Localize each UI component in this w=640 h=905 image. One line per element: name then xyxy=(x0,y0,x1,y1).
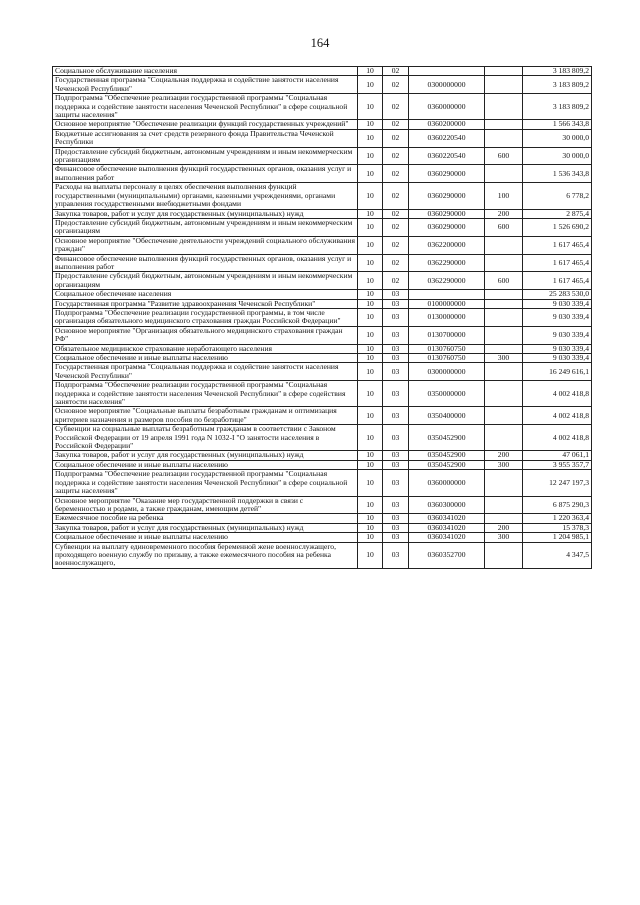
row-sum-cell: 16 249 616,1 xyxy=(523,363,592,381)
row-section-cell: 10 xyxy=(358,236,383,254)
table-row xyxy=(53,363,592,381)
row-name-cell: Расходы на выплаты персоналу в целях обеспечения выполнения функций государственными (муниципальными) органами, казенными учреждениями, органами управления государственными внебюджетными фондами xyxy=(53,183,358,209)
row-section-cell: 10 xyxy=(358,533,383,542)
row-subsection-cell: 03 xyxy=(383,308,409,326)
row-sum-cell: 4 002 418,8 xyxy=(523,425,592,451)
table-row xyxy=(53,381,592,407)
row-target-article-cell: 0360200000 xyxy=(409,120,485,129)
row-sum-cell: 1 617 465,4 xyxy=(523,272,592,290)
row-target-article-cell: 0350400000 xyxy=(409,407,485,425)
row-expense-type-cell xyxy=(485,94,523,120)
row-name-cell: Предоставление субсидий бюджетным, автономным учреждениям и иным некоммерческим организациям xyxy=(53,272,358,290)
row-target-article-cell: 0360290000 xyxy=(409,165,485,183)
row-sum-cell: 30 000,0 xyxy=(523,147,592,165)
row-sum-cell: 1 204 985,1 xyxy=(523,533,592,542)
row-name-cell: Социальное обслуживание населения xyxy=(53,67,358,76)
row-target-article-cell: 0130700000 xyxy=(409,326,485,344)
row-expense-type-cell xyxy=(485,76,523,94)
row-section-cell: 10 xyxy=(358,514,383,523)
row-expense-type-cell xyxy=(485,407,523,425)
table-row xyxy=(53,76,592,94)
table-row xyxy=(53,451,592,460)
row-name-cell: Основное мероприятие "Оказание мер государственной поддержки в связи с беременностью и родами, а также гражданам, имеющим детей" xyxy=(53,496,358,514)
row-section-cell: 10 xyxy=(358,451,383,460)
row-target-article-cell: 0360220540 xyxy=(409,129,485,147)
row-section-cell: 10 xyxy=(358,67,383,76)
table-row xyxy=(53,165,592,183)
row-target-article-cell: 0360000000 xyxy=(409,470,485,496)
row-sum-cell: 4 002 418,8 xyxy=(523,407,592,425)
row-subsection-cell: 02 xyxy=(383,67,409,76)
row-sum-cell: 6 778,2 xyxy=(523,183,592,209)
row-section-cell: 10 xyxy=(358,147,383,165)
row-section-cell: 10 xyxy=(358,272,383,290)
table-row xyxy=(53,523,592,532)
row-subsection-cell: 02 xyxy=(383,272,409,290)
row-target-article-cell: 0360290000 xyxy=(409,209,485,218)
row-name-cell: Финансовое обеспечение выполнения функций государственных органов, оказания услуг и выполнения работ xyxy=(53,165,358,183)
row-sum-cell: 9 030 339,4 xyxy=(523,354,592,363)
row-section-cell: 10 xyxy=(358,209,383,218)
row-sum-cell: 2 875,4 xyxy=(523,209,592,218)
row-expense-type-cell: 200 xyxy=(485,209,523,218)
row-expense-type-cell xyxy=(485,363,523,381)
row-sum-cell: 4 002 418,8 xyxy=(523,381,592,407)
row-expense-type-cell xyxy=(485,254,523,272)
row-section-cell: 10 xyxy=(358,363,383,381)
row-expense-type-cell xyxy=(485,299,523,308)
row-target-article-cell: 0360341020 xyxy=(409,533,485,542)
row-expense-type-cell xyxy=(485,165,523,183)
row-name-cell: Обязательное медицинское страхование неработающего населения xyxy=(53,344,358,353)
row-name-cell: Основное мероприятие "Организация обязательного медицинского страхования граждан РФ" xyxy=(53,326,358,344)
row-subsection-cell: 02 xyxy=(383,120,409,129)
row-section-cell: 10 xyxy=(358,354,383,363)
row-section-cell: 10 xyxy=(358,76,383,94)
row-target-article-cell: 0300000000 xyxy=(409,76,485,94)
row-target-article-cell: 0130760750 xyxy=(409,344,485,353)
row-target-article-cell: 0360290000 xyxy=(409,218,485,236)
row-expense-type-cell xyxy=(485,381,523,407)
table-row xyxy=(53,94,592,120)
row-section-cell: 10 xyxy=(358,94,383,120)
row-name-cell: Социальное обеспечение населения xyxy=(53,290,358,299)
row-subsection-cell: 03 xyxy=(383,451,409,460)
table-row xyxy=(53,496,592,514)
row-section-cell: 10 xyxy=(358,120,383,129)
row-target-article-cell: 0360352700 xyxy=(409,542,485,568)
row-section-cell: 10 xyxy=(358,496,383,514)
row-section-cell: 10 xyxy=(358,460,383,469)
row-subsection-cell: 02 xyxy=(383,129,409,147)
table-row xyxy=(53,326,592,344)
row-subsection-cell: 03 xyxy=(383,533,409,542)
row-target-article-cell: 0362290000 xyxy=(409,272,485,290)
row-section-cell: 10 xyxy=(358,129,383,147)
row-sum-cell: 1 526 690,2 xyxy=(523,218,592,236)
row-subsection-cell: 02 xyxy=(383,218,409,236)
row-expense-type-cell: 100 xyxy=(485,183,523,209)
table-row xyxy=(53,514,592,523)
row-expense-type-cell: 200 xyxy=(485,451,523,460)
row-expense-type-cell xyxy=(485,120,523,129)
row-name-cell: Основное мероприятие "Социальные выплаты безработным гражданам и оптимизация критериев назначения и размеров пособия по безработице" xyxy=(53,407,358,425)
row-sum-cell: 1 617 465,4 xyxy=(523,236,592,254)
table-row xyxy=(53,120,592,129)
row-sum-cell: 1 566 343,8 xyxy=(523,120,592,129)
row-subsection-cell: 03 xyxy=(383,542,409,568)
row-expense-type-cell: 300 xyxy=(485,533,523,542)
row-name-cell: Социальное обеспечение и иные выплаты населению xyxy=(53,533,358,542)
row-sum-cell: 1 220 363,4 xyxy=(523,514,592,523)
row-name-cell: Социальное обеспечение и иные выплаты населению xyxy=(53,460,358,469)
row-target-article-cell xyxy=(409,290,485,299)
budget-table-body xyxy=(53,67,592,569)
row-sum-cell: 12 247 197,3 xyxy=(523,470,592,496)
row-name-cell: Подпрограмма "Обеспечение реализации государственной программы "Социальная поддержка и содействие занятости населения Чеченской Республики" в сфере социальной защиты населения" xyxy=(53,94,358,120)
row-subsection-cell: 03 xyxy=(383,381,409,407)
row-subsection-cell: 02 xyxy=(383,94,409,120)
row-subsection-cell: 03 xyxy=(383,514,409,523)
row-subsection-cell: 02 xyxy=(383,76,409,94)
row-subsection-cell: 03 xyxy=(383,344,409,353)
row-sum-cell: 25 283 530,0 xyxy=(523,290,592,299)
table-row xyxy=(53,533,592,542)
row-target-article-cell: 0360000000 xyxy=(409,94,485,120)
row-section-cell: 10 xyxy=(358,381,383,407)
row-expense-type-cell xyxy=(485,542,523,568)
row-section-cell: 10 xyxy=(358,218,383,236)
row-sum-cell: 1 536 343,8 xyxy=(523,165,592,183)
row-subsection-cell: 03 xyxy=(383,425,409,451)
row-expense-type-cell xyxy=(485,308,523,326)
row-target-article-cell: 0360300000 xyxy=(409,496,485,514)
page-number: 164 xyxy=(310,36,330,50)
row-name-cell: Закупка товаров, работ и услуг для государственных (муниципальных) нужд xyxy=(53,209,358,218)
row-target-article-cell: 0360220540 xyxy=(409,147,485,165)
row-name-cell: Бюджетные ассигнования за счет средств резервного фонда Правительства Чеченской Республики xyxy=(53,129,358,147)
row-target-article-cell: 0350452900 xyxy=(409,425,485,451)
row-subsection-cell: 03 xyxy=(383,363,409,381)
row-section-cell: 10 xyxy=(358,183,383,209)
table-row xyxy=(53,460,592,469)
row-sum-cell: 9 030 339,4 xyxy=(523,344,592,353)
row-sum-cell: 1 617 465,4 xyxy=(523,254,592,272)
row-target-article-cell: 0360290000 xyxy=(409,183,485,209)
row-section-cell: 10 xyxy=(358,308,383,326)
row-name-cell: Основное мероприятие "Обеспечение реализации функций государственных учреждений" xyxy=(53,120,358,129)
budget-table xyxy=(52,66,592,569)
row-subsection-cell: 03 xyxy=(383,460,409,469)
row-name-cell: Подпрограмма "Обеспечение реализации государственной программы "Социальная поддержка и содействие занятости населения Чеченской Республики" в сфере содействия занятости населения" xyxy=(53,381,358,407)
row-subsection-cell: 02 xyxy=(383,254,409,272)
row-target-article-cell: 0362200000 xyxy=(409,236,485,254)
row-expense-type-cell: 200 xyxy=(485,523,523,532)
table-row xyxy=(53,183,592,209)
table-row xyxy=(53,299,592,308)
row-sum-cell: 30 000,0 xyxy=(523,129,592,147)
row-section-cell: 10 xyxy=(358,425,383,451)
row-target-article-cell: 0350452900 xyxy=(409,460,485,469)
row-target-article-cell: 0100000000 xyxy=(409,299,485,308)
table-row xyxy=(53,254,592,272)
row-name-cell: Закупка товаров, работ и услуг для государственных (муниципальных) нужд xyxy=(53,451,358,460)
row-name-cell: Основное мероприятие "Обеспечение деятельности учреждений социального обслуживания граждан" xyxy=(53,236,358,254)
table-row xyxy=(53,236,592,254)
table-row xyxy=(53,67,592,76)
row-subsection-cell: 03 xyxy=(383,496,409,514)
row-expense-type-cell xyxy=(485,344,523,353)
row-target-article-cell: 0350000000 xyxy=(409,381,485,407)
row-subsection-cell: 03 xyxy=(383,290,409,299)
row-subsection-cell: 03 xyxy=(383,523,409,532)
row-sum-cell: 9 030 339,4 xyxy=(523,326,592,344)
table-row xyxy=(53,308,592,326)
row-name-cell: Предоставление субсидий бюджетным, автономным учреждениям и иным некоммерческим организациям xyxy=(53,218,358,236)
row-expense-type-cell: 600 xyxy=(485,218,523,236)
row-name-cell: Финансовое обеспечение выполнения функций государственных органов, оказания услуг и выполнения работ xyxy=(53,254,358,272)
row-target-article-cell: 0360341020 xyxy=(409,514,485,523)
row-name-cell: Закупка товаров, работ и услуг для государственных (муниципальных) нужд xyxy=(53,523,358,532)
row-name-cell: Социальное обеспечение и иные выплаты населению xyxy=(53,354,358,363)
row-sum-cell: 3 183 809,2 xyxy=(523,76,592,94)
table-row xyxy=(53,272,592,290)
row-section-cell: 10 xyxy=(358,523,383,532)
row-sum-cell: 47 061,1 xyxy=(523,451,592,460)
row-target-article-cell: 0300000000 xyxy=(409,363,485,381)
row-expense-type-cell xyxy=(485,290,523,299)
row-subsection-cell: 03 xyxy=(383,407,409,425)
row-subsection-cell: 02 xyxy=(383,236,409,254)
row-section-cell: 10 xyxy=(358,542,383,568)
row-section-cell: 10 xyxy=(358,326,383,344)
row-sum-cell: 15 378,3 xyxy=(523,523,592,532)
row-target-article-cell: 0350452900 xyxy=(409,451,485,460)
row-subsection-cell: 03 xyxy=(383,470,409,496)
row-name-cell: Предоставление субсидий бюджетным, автономным учреждениям и иным некоммерческим организациям xyxy=(53,147,358,165)
row-expense-type-cell xyxy=(485,67,523,76)
row-expense-type-cell: 300 xyxy=(485,460,523,469)
row-section-cell: 10 xyxy=(358,344,383,353)
row-target-article-cell xyxy=(409,67,485,76)
row-name-cell: Субвенции на выплату единовременного пособия беременной жене военнослужащего, проходящего военную службу по призыву, а также ежемесячного пособия на ребенка военнослужащего, xyxy=(53,542,358,568)
row-sum-cell: 9 030 339,4 xyxy=(523,299,592,308)
row-section-cell: 10 xyxy=(358,470,383,496)
row-subsection-cell: 03 xyxy=(383,354,409,363)
table-row xyxy=(53,407,592,425)
row-target-article-cell: 0130000000 xyxy=(409,308,485,326)
row-name-cell: Ежемесячное пособие на ребенка xyxy=(53,514,358,523)
row-subsection-cell: 02 xyxy=(383,183,409,209)
row-section-cell: 10 xyxy=(358,290,383,299)
row-name-cell: Государственная программа "Социальная поддержка и содействие занятости населения Чеченской Республики" xyxy=(53,363,358,381)
row-name-cell: Субвенции на социальные выплаты безработным гражданам в соответствии с Законом Российской Федерации от 19 апреля 1991 года N 1032-I "О занятости населения в Российской Федерации" xyxy=(53,425,358,451)
row-expense-type-cell xyxy=(485,496,523,514)
table-row xyxy=(53,129,592,147)
row-target-article-cell: 0130760750 xyxy=(409,354,485,363)
row-section-cell: 10 xyxy=(358,165,383,183)
row-expense-type-cell xyxy=(485,425,523,451)
row-expense-type-cell xyxy=(485,236,523,254)
table-row xyxy=(53,425,592,451)
table-row xyxy=(53,290,592,299)
row-sum-cell: 3 183 809,2 xyxy=(523,94,592,120)
row-subsection-cell: 03 xyxy=(383,299,409,308)
row-sum-cell: 6 875 290,3 xyxy=(523,496,592,514)
row-sum-cell: 9 030 339,4 xyxy=(523,308,592,326)
row-target-article-cell: 0360341020 xyxy=(409,523,485,532)
row-expense-type-cell xyxy=(485,470,523,496)
row-name-cell: Подпрограмма "Обеспечение реализации государственной программы "Социальная поддержка и содействие занятости населения Чеченской Республики" в сфере социальной защиты населения" xyxy=(53,470,358,496)
row-expense-type-cell xyxy=(485,514,523,523)
row-sum-cell: 3 955 357,7 xyxy=(523,460,592,469)
table-row xyxy=(53,209,592,218)
row-subsection-cell: 03 xyxy=(383,326,409,344)
row-expense-type-cell xyxy=(485,129,523,147)
table-row xyxy=(53,218,592,236)
table-row xyxy=(53,470,592,496)
row-name-cell: Государственная программа "Развитие здравоохранения Чеченской Республики" xyxy=(53,299,358,308)
table-row xyxy=(53,542,592,568)
row-name-cell: Государственная программа "Социальная поддержка и содействие занятости населения Чеченской Республики" xyxy=(53,76,358,94)
row-subsection-cell: 02 xyxy=(383,209,409,218)
row-subsection-cell: 02 xyxy=(383,147,409,165)
table-row xyxy=(53,354,592,363)
table-row xyxy=(53,147,592,165)
row-section-cell: 10 xyxy=(358,407,383,425)
row-name-cell: Подпрограмма "Обеспечение реализации государственной программы, в том числе организация обязательного медицинского страхования граждан Российской Федерации" xyxy=(53,308,358,326)
row-expense-type-cell xyxy=(485,326,523,344)
row-expense-type-cell: 600 xyxy=(485,272,523,290)
row-sum-cell: 4 347,5 xyxy=(523,542,592,568)
row-expense-type-cell: 300 xyxy=(485,354,523,363)
row-section-cell: 10 xyxy=(358,254,383,272)
table-row xyxy=(53,344,592,353)
row-subsection-cell: 02 xyxy=(383,165,409,183)
row-target-article-cell: 0362290000 xyxy=(409,254,485,272)
row-sum-cell: 3 183 809,2 xyxy=(523,67,592,76)
row-expense-type-cell: 600 xyxy=(485,147,523,165)
row-section-cell: 10 xyxy=(358,299,383,308)
